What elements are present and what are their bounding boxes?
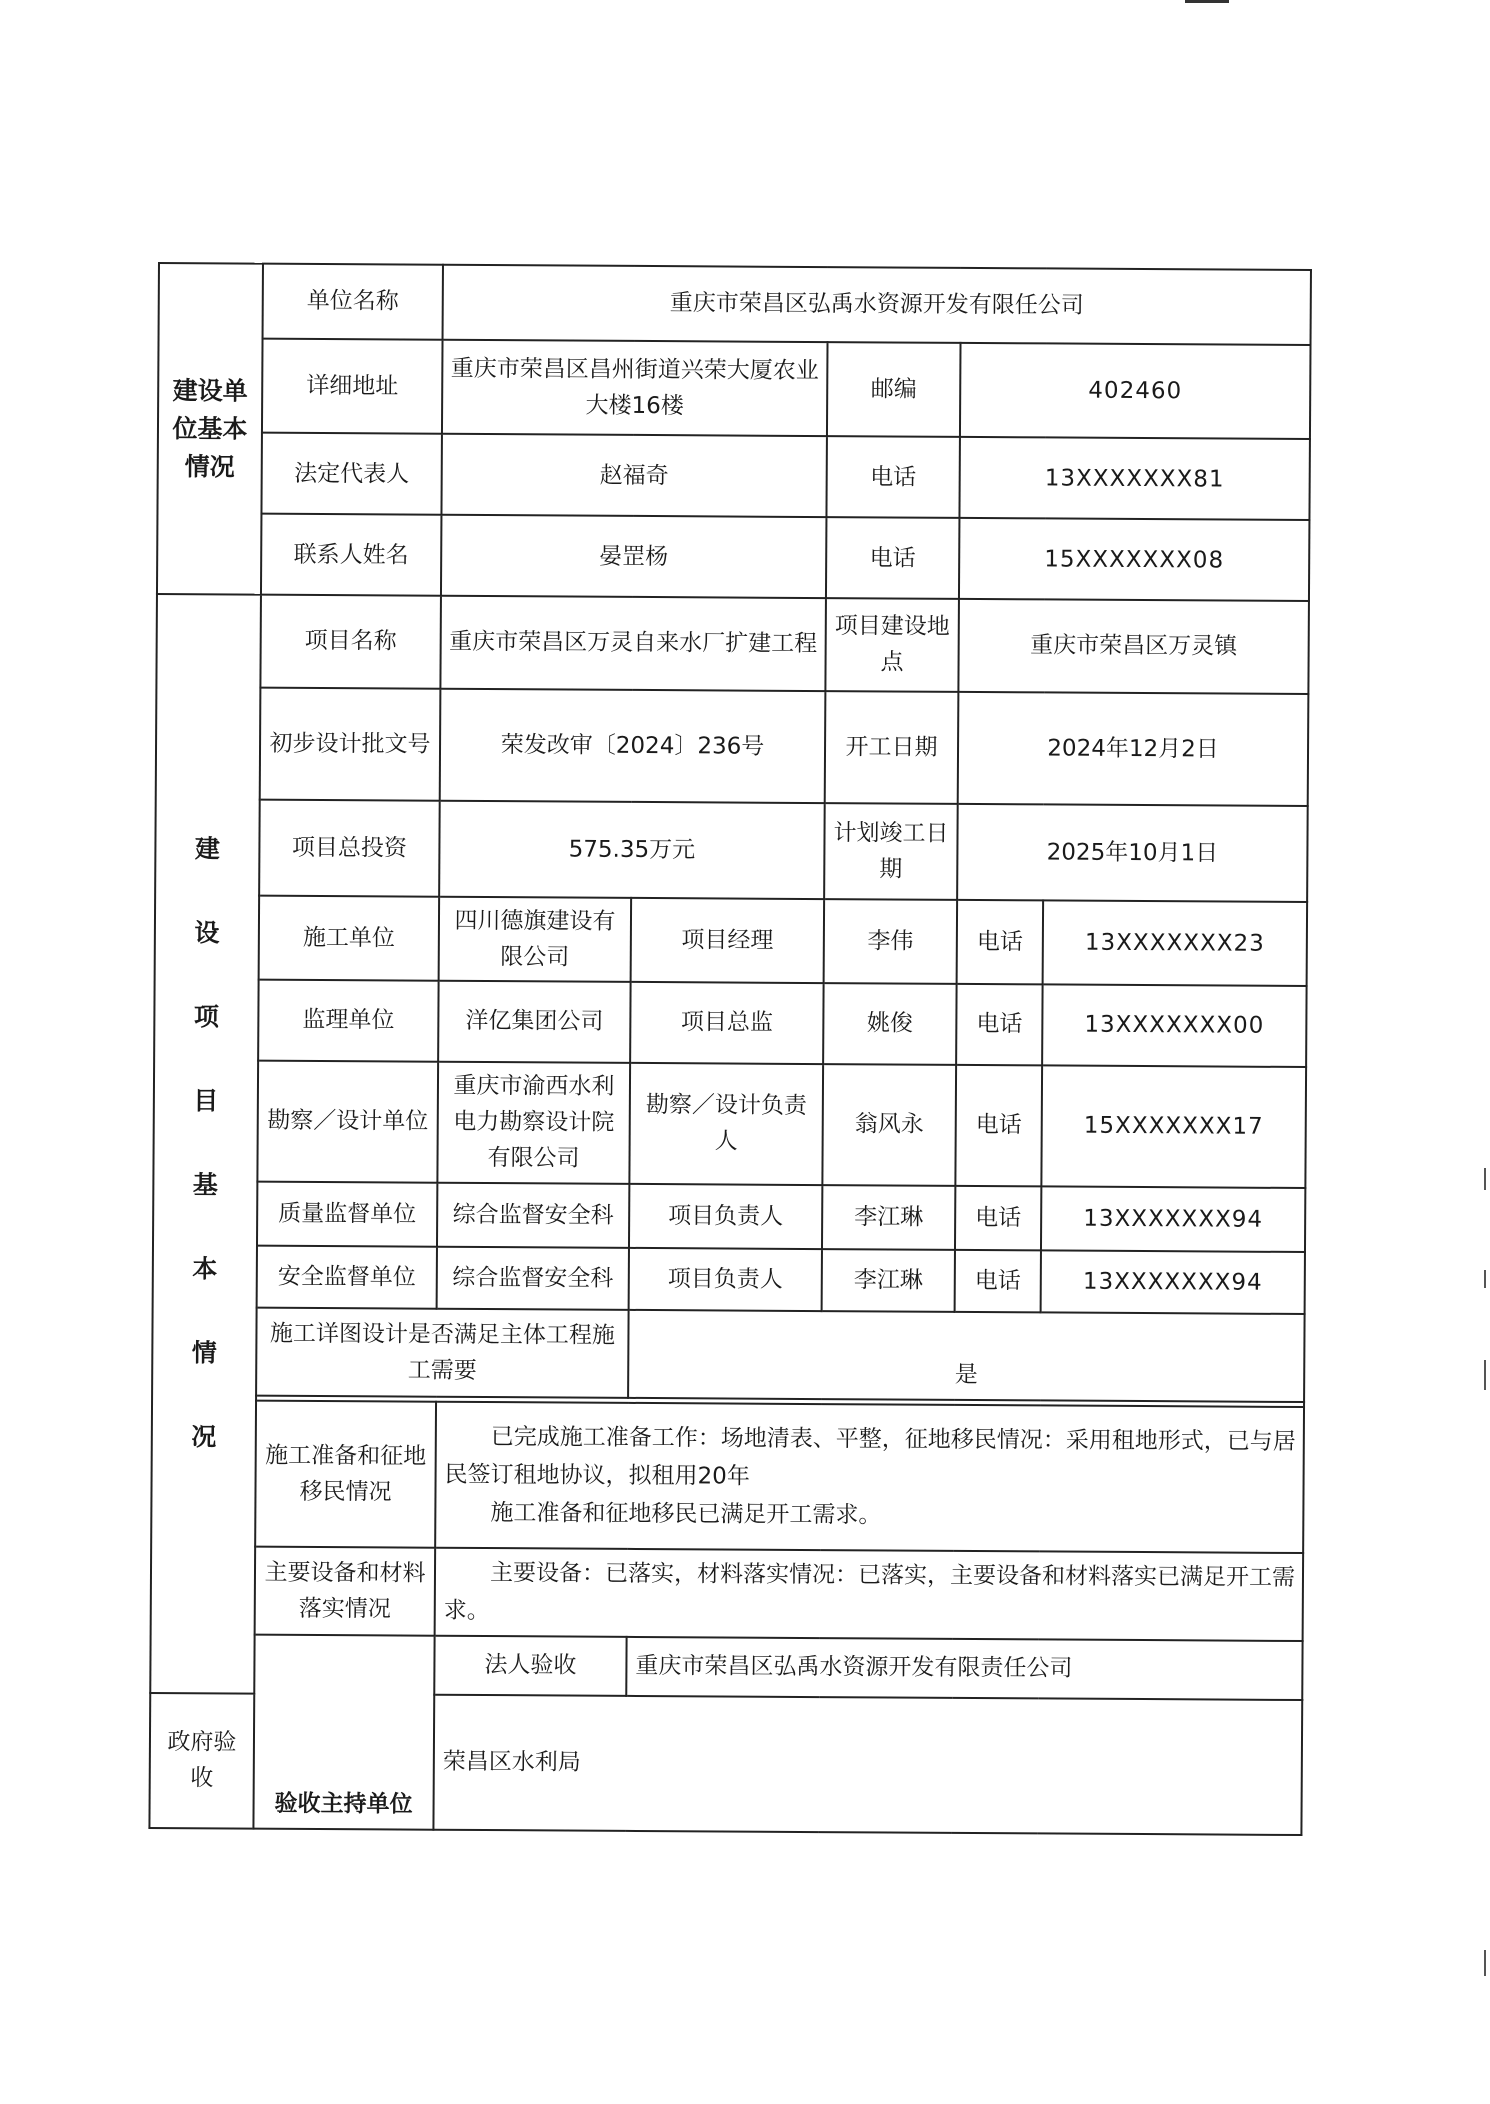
contractor-lead-role: 项目总监 [630, 982, 823, 1064]
prep-line: 施工准备和征地移民已满足开工需求。 [490, 1500, 882, 1529]
table-row [155, 895, 1308, 986]
contractor-lead: 李江琳 [822, 1250, 955, 1312]
legal-acceptance-value: 重庆市荣昌区弘禹水资源开发有限责任公司 [626, 1637, 1302, 1700]
legal-acceptance-label: 法人验收 [434, 1636, 626, 1696]
start-date-value: 2024年12月2日 [958, 691, 1309, 806]
table-row [153, 1181, 1305, 1253]
table-row [156, 594, 1309, 693]
project-info-form [148, 262, 1312, 1836]
contact-label: 联系人姓名 [261, 514, 441, 596]
table-row [155, 799, 1308, 901]
contractor-lead-role: 项目负责人 [629, 1248, 822, 1311]
finish-date-label: 计划竣工日期 [824, 803, 958, 899]
contractor-lead: 姚俊 [823, 983, 956, 1065]
phone-label: 电话 [956, 984, 1042, 1066]
project-section-title [150, 594, 261, 1693]
contractor-lead-role: 勘察／设计负责人 [629, 1063, 823, 1185]
unit-name-value: 重庆市荣昌区弘禹水资源开发有限任公司 [443, 265, 1311, 345]
equipment-line: 主要设备：已落实，材料落实情况：已落实，主要设备和材料落实已满足开工需求。 [443, 1560, 1296, 1625]
legal-rep-label: 法定代表人 [261, 433, 441, 515]
project-title-char: 况 [191, 1422, 217, 1452]
project-name-value: 重庆市荣昌区万灵自来水厂扩建工程 [440, 596, 826, 691]
binding-mark [1484, 1168, 1486, 1190]
gov-acceptance-value: 荣昌区水利局 [433, 1694, 1302, 1835]
finish-date-value: 2025年10月1日 [957, 804, 1308, 902]
contractor-phone: 13XXXXXXX94 [1041, 1186, 1305, 1252]
legal-rep-value: 赵福奇 [441, 434, 826, 517]
contractor-lead-role: 项目负责人 [629, 1184, 822, 1250]
address-label: 详细地址 [262, 338, 443, 433]
site-value: 重庆市荣昌区万灵镇 [958, 599, 1309, 693]
contractor-phone: 13XXXXXXX94 [1041, 1251, 1305, 1314]
investment-value: 575.35万元 [439, 801, 825, 899]
table-row [150, 1634, 1302, 1699]
binding-mark [1484, 1950, 1486, 1976]
contact-phone: 15XXXXXXX08 [959, 518, 1310, 601]
phone-label: 电话 [826, 517, 959, 599]
contractor-lead: 李伟 [824, 899, 958, 984]
postcode-value: 402460 [960, 343, 1311, 439]
acceptance-section-title: 验收主持单位 [253, 1635, 434, 1830]
table-row [156, 687, 1309, 807]
approval-no: 荣发改审〔2024〕236号 [440, 688, 826, 803]
contractor-phone: 13XXXXXXX00 [1042, 984, 1307, 1067]
contractor-role: 施工单位 [259, 895, 440, 980]
postcode-label: 邮编 [827, 342, 961, 437]
table-row [157, 513, 1310, 601]
design-answer: 是 [628, 1310, 1305, 1402]
table-row [151, 1546, 1304, 1641]
project-title-char: 项 [193, 1002, 219, 1032]
contractor-phone: 13XXXXXXX23 [1043, 900, 1308, 986]
project-title-char: 建 [194, 834, 221, 864]
table-row [159, 263, 1311, 345]
design-question: 施工详图设计是否满足主体工程施工需要 [256, 1308, 629, 1398]
site-label: 项目建设地点 [825, 598, 959, 691]
contractor-role: 安全监督单位 [257, 1246, 437, 1309]
project-name-label: 项目名称 [260, 595, 441, 688]
binding-mark [1484, 1360, 1486, 1390]
table-row [153, 1060, 1306, 1188]
contractor-role: 监理单位 [258, 979, 438, 1061]
project-title-char: 基 [192, 1170, 218, 1200]
table-row [152, 1307, 1305, 1402]
table-row [153, 1245, 1305, 1314]
project-title-char: 设 [194, 918, 220, 948]
binding-mark [1484, 1270, 1486, 1288]
phone-label: 电话 [957, 900, 1044, 985]
legal-rep-phone: 13XXXXXXX81 [959, 437, 1310, 520]
builder-section-title: 建设单位基本情况 [157, 263, 263, 595]
table-row [158, 338, 1311, 439]
contractor-unit: 综合监督安全科 [437, 1247, 629, 1310]
project-title-char: 本 [192, 1254, 218, 1284]
table-row [157, 432, 1310, 520]
prep-label: 施工准备和征地移民情况 [255, 1401, 436, 1548]
contractor-lead-role: 项目经理 [631, 898, 825, 983]
start-date-label: 开工日期 [825, 691, 959, 805]
table-row [154, 979, 1307, 1067]
contractor-unit: 四川德旗建设有限公司 [439, 896, 632, 981]
contractor-role: 质量监督单位 [257, 1181, 437, 1247]
gov-acceptance-label: 政府验收 [149, 1693, 254, 1829]
contractor-unit: 洋亿集团公司 [438, 981, 630, 1063]
equipment-text [435, 1548, 1304, 1641]
address-value: 重庆市荣昌区昌州街道兴荣大厦农业大楼16楼 [442, 340, 828, 437]
phone-label: 电话 [955, 1250, 1041, 1312]
prep-line: 已完成施工准备工作：场地清表、平整，征地移民情况：采用租地形式，已与居民签订租地协议，拟租用20年 [444, 1424, 1296, 1490]
table-row [151, 1400, 1304, 1553]
equipment-label: 主要设备和材料落实情况 [255, 1547, 436, 1636]
contractor-role: 勘察／设计单位 [257, 1060, 438, 1182]
contractor-lead: 翁风永 [822, 1064, 956, 1186]
page-corner-mark [1185, 0, 1229, 3]
prep-text [435, 1402, 1304, 1553]
contractor-phone: 15XXXXXXX17 [1041, 1065, 1306, 1188]
unit-name-label: 单位名称 [263, 264, 443, 340]
investment-label: 项目总投资 [259, 800, 440, 896]
phone-label: 电话 [955, 1186, 1041, 1251]
project-title-char: 目 [193, 1086, 219, 1116]
approval-label: 初步设计批文号 [260, 687, 441, 801]
project-title-char: 情 [191, 1338, 217, 1368]
contractor-unit: 综合监督安全科 [437, 1183, 629, 1249]
contact-value: 晏罡杨 [441, 515, 826, 598]
contractor-unit: 重庆市渝西水利电力勘察设计院有限公司 [437, 1062, 630, 1184]
phone-label: 电话 [955, 1065, 1042, 1187]
phone-label: 电话 [826, 436, 959, 518]
contractor-lead: 李江琳 [822, 1185, 955, 1250]
